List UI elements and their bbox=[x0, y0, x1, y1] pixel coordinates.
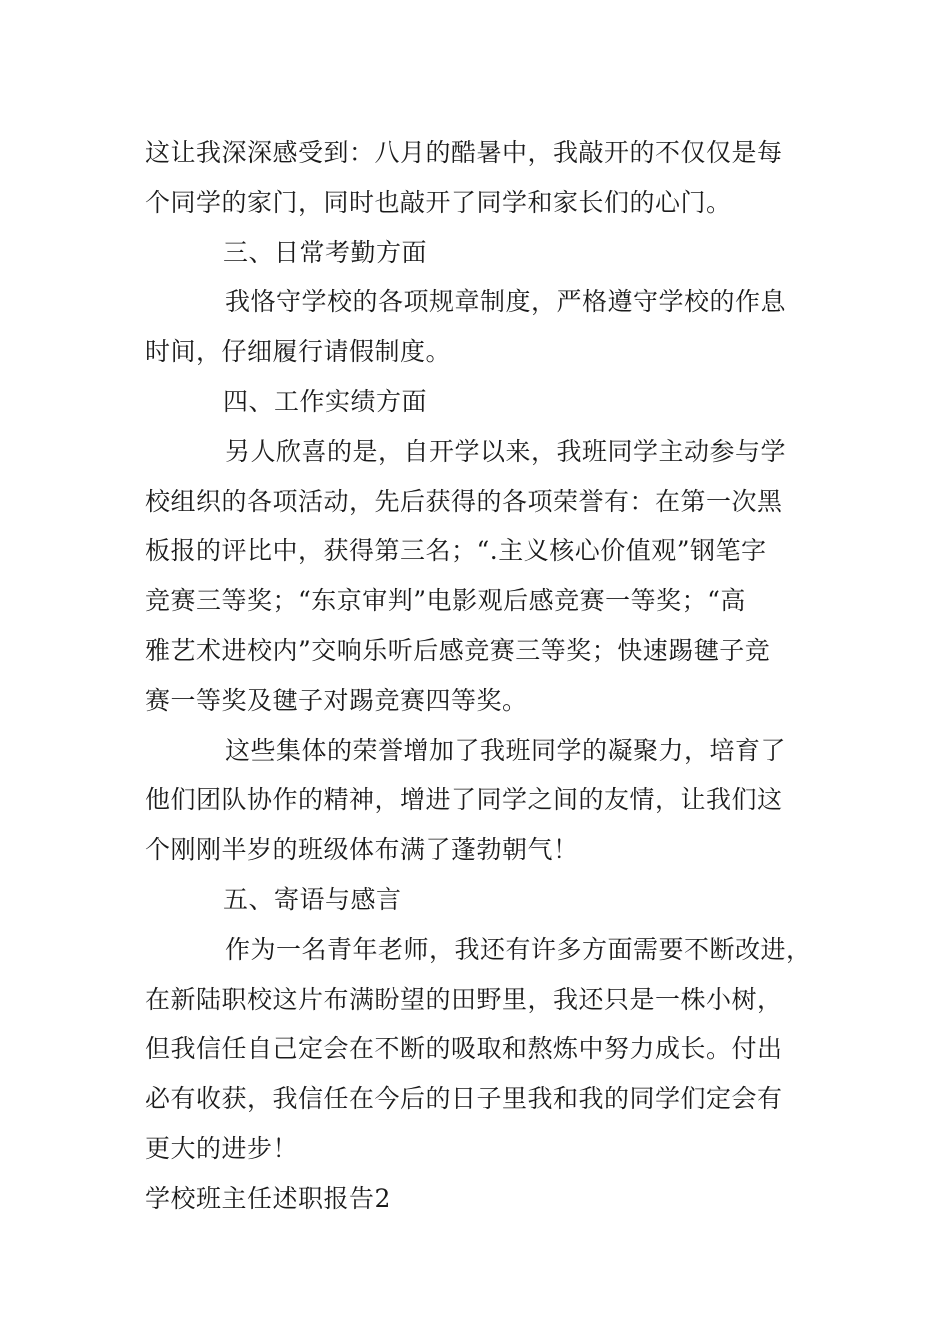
section-heading: 三、日常考勤方面 bbox=[223, 237, 428, 267]
paragraph-start: 作为一名青年老师，我还有许多方面需要不断改进， bbox=[225, 934, 812, 964]
text-line: 雅艺术进校内”交响乐听后感竞赛三等奖；快速踢毽子竞 bbox=[145, 635, 771, 665]
paragraph-start: 我恪守学校的各项规章制度，严格遵守学校的作息 bbox=[225, 287, 787, 317]
text-line: 板报的评比中，获得第三名；“.主义核心价值观”钢笔字 bbox=[145, 536, 767, 566]
text-line: 赛一等奖及毽子对踢竞赛四等奖。 bbox=[145, 685, 528, 715]
text-line: 必有收获，我信任在今后的日子里我和我的同学们定会有 bbox=[145, 1084, 783, 1114]
text-line: 他们团队协作的精神，增进了同学之间的友情，让我们这 bbox=[145, 785, 783, 815]
text-line: 个刚刚半岁的班级体布满了蓬勃朝气！ bbox=[145, 835, 579, 865]
text-line: 在新陆职校这片布满盼望的田野里，我还只是一株小树， bbox=[145, 984, 783, 1014]
text-line: 个同学的家门，同时也敲开了同学和家长们的心门。 bbox=[145, 187, 732, 217]
text-line: 但我信任自己定会在不断的吸取和熬炼中努力成长。付出 bbox=[145, 1034, 783, 1064]
text-line: 更大的进步！ bbox=[145, 1133, 299, 1163]
document-body bbox=[145, 128, 825, 1224]
paragraph-start: 这些集体的荣誉增加了我班同学的凝聚力，培育了 bbox=[225, 735, 787, 765]
report-title: 学校班主任述职报告2 bbox=[145, 1183, 391, 1213]
text-line: 竞赛三等奖；“东京审判”电影观后感竞赛一等奖；“高 bbox=[145, 586, 746, 616]
section-heading: 五、寄语与感言 bbox=[223, 884, 402, 914]
text-line: 这让我深深感受到：八月的酷暑中，我敲开的不仅仅是每 bbox=[145, 138, 783, 167]
text-line: 校组织的各项活动，先后获得的各项荣誉有：在第一次黑 bbox=[145, 486, 783, 516]
section-heading: 四、工作实绩方面 bbox=[223, 386, 428, 416]
text-line: 时间，仔细履行请假制度。 bbox=[145, 337, 452, 367]
paragraph-start: 另人欣喜的是，自开学以来，我班同学主动参与学 bbox=[225, 436, 787, 466]
